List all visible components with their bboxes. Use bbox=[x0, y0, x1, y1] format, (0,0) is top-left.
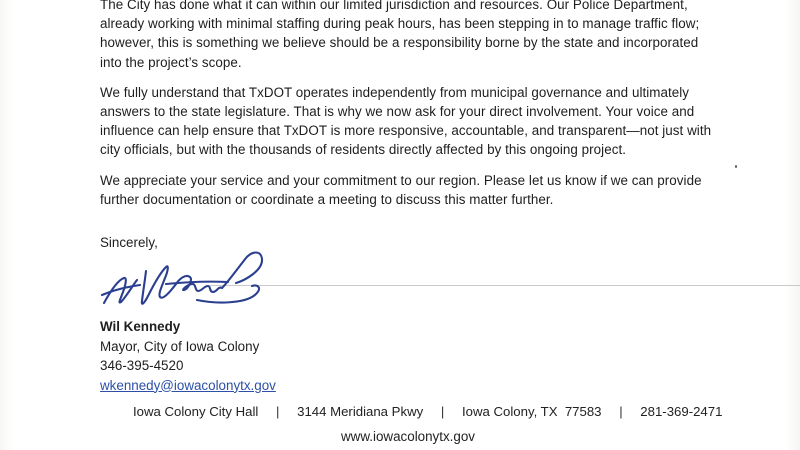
paragraph-line: answers to the state legislature. That is why we now ask for your direct involvement. Your voice and bbox=[100, 104, 695, 120]
closing-salutation: Sincerely, bbox=[100, 235, 158, 250]
footer-separator: | bbox=[440, 404, 445, 419]
paragraph-line: further documentation or coordinate a meeting to discuss this matter further. bbox=[100, 191, 554, 207]
paragraph-line: influence can help ensure that TxDOT is more responsive, accountable, and transparent—not just with bbox=[100, 123, 712, 139]
footer-separator: | bbox=[619, 404, 623, 419]
signer-block bbox=[100, 317, 276, 395]
paragraph-line: into the project’s scope. bbox=[100, 54, 242, 70]
paragraph-line: The City has done what it can within our limited jurisdiction and resources. Our Police Department, bbox=[100, 0, 688, 12]
paragraph-police-department bbox=[100, 0, 740, 72]
letter-body bbox=[100, 0, 740, 220]
footer-city-hall: Iowa Colony City Hall bbox=[133, 404, 259, 419]
signer-title: Mayor, City of Iowa Colony bbox=[100, 338, 260, 354]
signer-email-link[interactable]: wkennedy@iowacolonytx.gov bbox=[100, 377, 276, 393]
footer-phone: 281-369-2471 bbox=[640, 404, 723, 419]
footer-address: 3144 Meridiana Pkwy bbox=[297, 404, 424, 419]
signer-phone: 346-395-4520 bbox=[100, 358, 184, 373]
paragraph-txdot bbox=[100, 83, 740, 160]
handwritten-signature bbox=[96, 240, 276, 320]
footer-separator: | bbox=[276, 404, 280, 419]
paragraph-line: however, this is something we believe should be a responsibility borne by the state and incorporated bbox=[100, 35, 699, 51]
scan-speck bbox=[735, 165, 737, 168]
paragraph-line: city officials, but with the thousands of residents directly affected by this ongoing project. bbox=[100, 142, 626, 158]
paragraph-line: We fully understand that TxDOT operates independently from municipal governance and ultimately bbox=[100, 84, 690, 100]
footer-website[interactable]: www.iowacolonytx.gov bbox=[341, 429, 475, 444]
paragraph-appreciation bbox=[100, 171, 740, 209]
paragraph-line: We appreciate your service and your commitment to our region. Please let us know if we can provide bbox=[100, 172, 702, 188]
signature-rule bbox=[210, 285, 800, 286]
paragraph-line: already working with minimal staffing during peak hours, has been stepping in to manage traffic flow; bbox=[100, 16, 700, 32]
footer-city-state-zip: Iowa Colony, TX 77583 bbox=[461, 404, 602, 419]
footer-contact-row bbox=[133, 403, 722, 421]
signer-name: Wil Kennedy bbox=[100, 319, 181, 334]
